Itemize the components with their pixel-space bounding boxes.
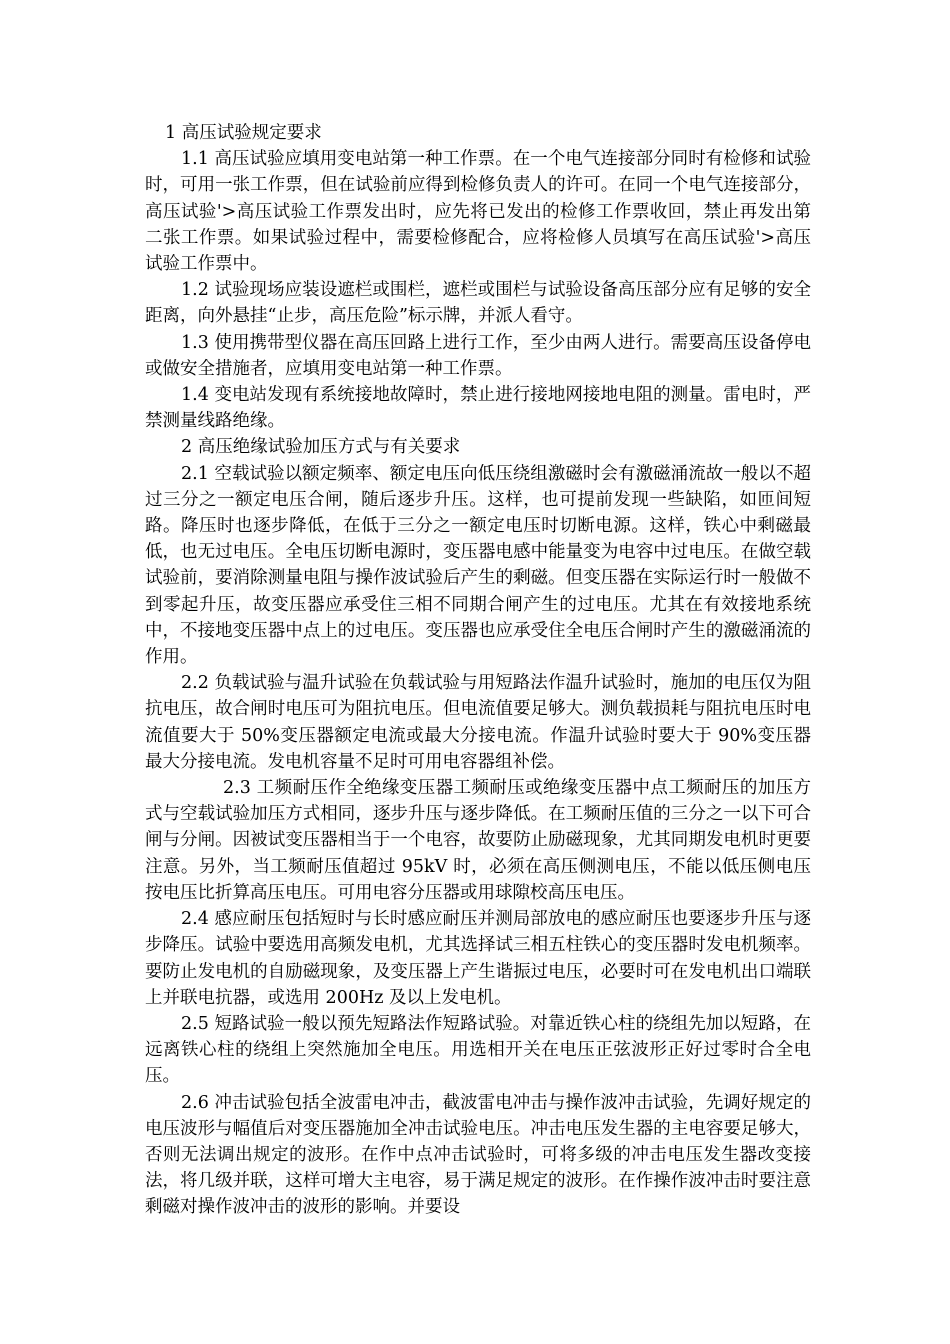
- document-body: [145, 120, 811, 1221]
- paragraph-2-1: 2.1 空载试验以额定频率、额定电压向低压绕组激磁时会有激磁涌流故一般以不超过三分之一额定电压合闸，随后逐步升压。这样，也可提前发现一些缺陷，如匝间短路。降压时也逐步降低，在低于三分之一额定电压时切断电源。这样，铁心中剩磁最低，也无过电压。全电压切断电源时，变压器电感中能量变为电容中过电压。在做空载试验前，要消除测量电阻与操作波试验后产生的剩磁。但变压器在实际运行时一般做不到零起升压，故变压器应承受住三相不同期合闸产生的过电压。尤其在有效接地系统中，不接地变压器中点上的过电压。变压器也应承受住全电压合闸时产生的激磁涌流的作用。: [145, 463, 811, 668]
- paragraph-1-4: 1.4 变电站发现有系统接地故障时，禁止进行接地网接地电阻的测量。雷电时，严禁测量线路绝缘。: [145, 385, 811, 432]
- paragraph-2-5: 2.5 短路试验一般以预先短路法作短路试验。对靠近铁心柱的绕组先加以短路，在远离铁心柱的绕组上突然施加全电压。用选相开关在电压正弦波形正好过零时合全电压。: [145, 1013, 811, 1087]
- paragraph-2-6: 2.6 冲击试验包括全波雷电冲击，截波雷电冲击与操作波冲击试验，先调好规定的电压波形与幅值后对变压器施加全冲击试验电压。冲击电压发生器的主电容要足够大，否则无法调出规定的波形。在作中点冲击试验时，可将多级的冲击电压发生器改变接法，将几级并联，这样可增大主电容，易于满足规定的波形。在作操作波冲击时要注意剩磁对操作波冲击的波形的影响。并要设: [145, 1092, 811, 1218]
- paragraph-2-4: 2.4 感应耐压包括短时与长时感应耐压并测局部放电的感应耐压也要逐步升压与逐步降压。试验中要选用高频发电机，尤其选择试三相五柱铁心的变压器时发电机频率。要防止发电机的自励磁现象，及变压器上产生谐振过电压，必要时可在发电机出口端联上并联电抗器，或选用 200Hz 及以上发电机。: [145, 909, 811, 1008]
- section-heading-1: 1 高压试验规定要求: [165, 123, 322, 143]
- paragraph-2-2: 2.2 负载试验与温升试验在负载试验与用短路法作温升试验时，施加的电压仅为阻抗电压，故合闸时电压可为阻抗电压。但电流值要足够大。测负载损耗与阻抗电压时电流值要大于 50%变压器额定电流或最大分接电流。作温升试验时要大于 90%变压器最大分接电流。发电机容量不足时可用电容器组补偿。: [145, 673, 811, 772]
- section-heading-2: 2 高压绝缘试验加压方式与有关要求: [181, 437, 461, 458]
- paragraph-1-1: 1.1 高压试验应填用变电站第一种工作票。在一个电气连接部分同时有检修和试验时，可用一张工作票，但在试验前应得到检修负责人的许可。在同一个电气连接部分，高压试验'>高压试验工作票发出时，应先将已发出的检修工作票收回，禁止再发出第二张工作票。如果试验过程中，需要检修配合，应将检修人员填写在高压试验'>高压试验工作票中。: [145, 149, 811, 275]
- paragraph-2-3: 2.3 工频耐压作全绝缘变压器工频耐压或绝缘变压器中点工频耐压的加压方式与空载试验加压方式相同，逐步升压与逐步降低。在工频耐压值的三分之一以下可合闸与分闸。因被试变压器相当于一个电容，故要防止励磁现象，尤其同期发电机时更要注意。另外，当工频耐压值超过 95kV 时，必须在高压侧测电压，不能以低压侧电压按电压比折算高压电压。可用电容分压器或用球隙校高压电压。: [145, 778, 811, 903]
- paragraph-1-3: 1.3 使用携带型仪器在高压回路上进行工作，至少由两人进行。需要高压设备停电或做安全措施者，应填用变电站第一种工作票。: [145, 332, 811, 379]
- paragraph-1-2: 1.2 试验现场应装设遮栏或围栏，遮栏或围栏与试验设备高压部分应有足够的安全距离，向外悬挂“止步，高压危险”标示牌，并派人看守。: [145, 280, 811, 327]
